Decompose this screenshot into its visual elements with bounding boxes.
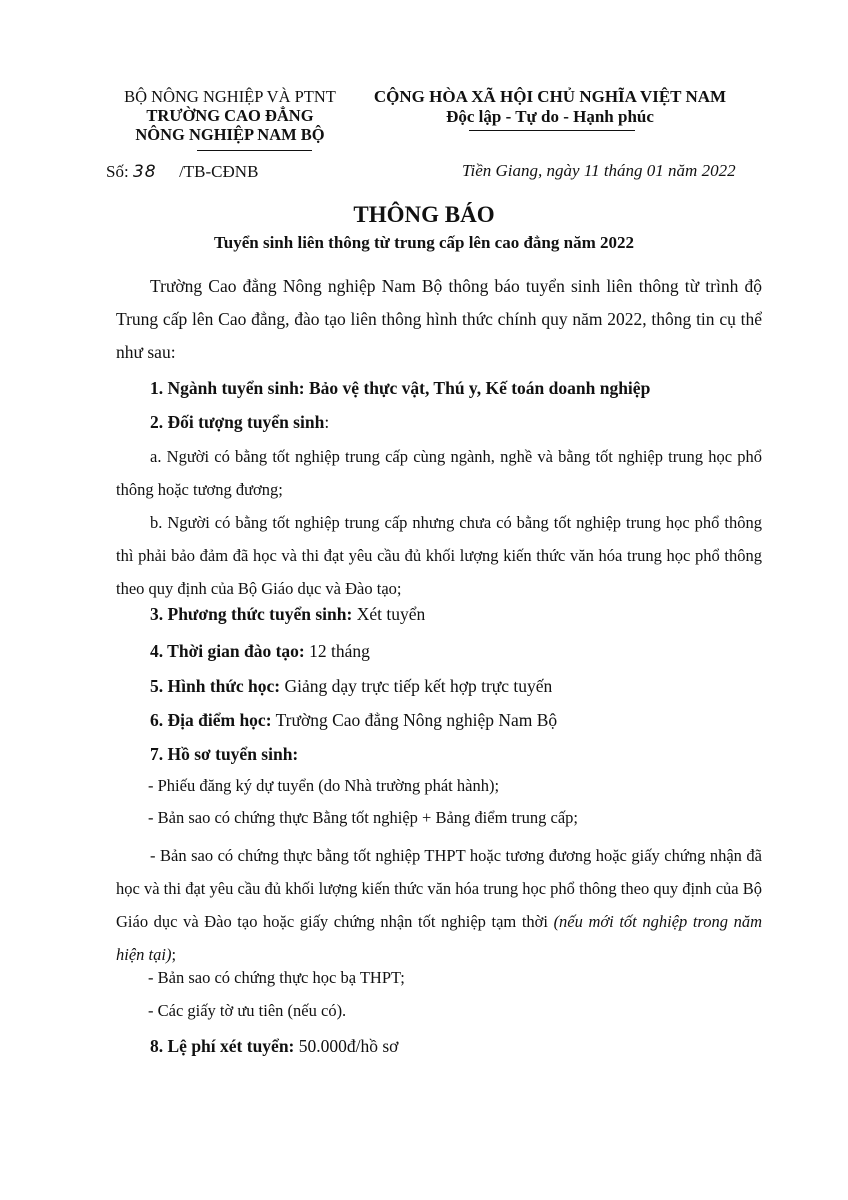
motto-underline	[469, 130, 635, 131]
intro-paragraph	[116, 270, 762, 369]
section-7-item-2: - Bản sao có chứng thực Bằng tốt nghiệp + Bảng điểm trung cấp;	[148, 808, 578, 827]
section-2b	[116, 506, 762, 605]
section-2-label: 2. Đối tượng tuyển sinh	[150, 412, 325, 432]
section-4	[150, 641, 370, 662]
national-motto: Độc lập - Tự do - Hạnh phúc	[446, 107, 654, 126]
national-header	[360, 87, 740, 127]
section-6	[150, 710, 557, 731]
section-2b-text: b. Người có bằng tốt nghiệp trung cấp nhưng chưa có bằng tốt nghiệp trung học phổ thông thì phải bảo đảm đã học và thi đạt yêu cầu đủ khối lượng kiến thức văn hóa trung học phổ thông theo quy định của Bộ Giáo dục và Đào tạo;	[116, 513, 762, 598]
section-2-heading	[150, 412, 329, 433]
section-2-colon: :	[324, 412, 330, 432]
ministry-name: BỘ NÔNG NGHIỆP VÀ PTNT	[124, 87, 336, 106]
section-4-label: 4. Thời gian đào tạo:	[150, 641, 305, 661]
section-7-item-5: - Các giấy tờ ưu tiên (nếu có).	[148, 1001, 347, 1020]
section-7-heading: 7. Hồ sơ tuyển sinh:	[150, 744, 299, 764]
section-6-value: Trường Cao đẳng Nông nghiệp Nam Bộ	[271, 710, 558, 730]
section-5-value: Giảng dạy trực tiếp kết hợp trực tuyến	[280, 676, 553, 696]
section-2a-text: a. Người có bằng tốt nghiệp trung cấp cùng ngành, nghề và bằng tốt nghiệp trung học phổ thông hoặc tương đương;	[116, 447, 762, 499]
section-7-item-3-italic: (nếu mới tốt nghiệp trong năm hiện tại)	[116, 912, 762, 964]
document-subtitle: Tuyển sinh liên thông từ trung cấp lên cao đẳng năm 2022	[213, 233, 635, 252]
place-date: Tiền Giang, ngày 11 tháng 01 năm 2022	[462, 161, 736, 180]
section-1-majors: 1. Ngành tuyển sinh: Bảo vệ thực vật, Thú y, Kế toán doanh nghiệp	[150, 378, 651, 398]
section-2a	[116, 440, 762, 506]
doc-number-prefix: Số:	[106, 162, 129, 181]
issuer-block	[80, 87, 380, 144]
country-name: CỘNG HÒA XÃ HỘI CHỦ NGHĨA VIỆT NAM	[373, 87, 727, 106]
section-4-value: 12 tháng	[304, 641, 370, 661]
section-6-label: 6. Địa điểm học:	[150, 710, 272, 730]
section-8-value: 50.000đ/hồ sơ	[294, 1036, 399, 1056]
section-5	[150, 676, 552, 697]
intro-text: Trường Cao đẳng Nông nghiệp Nam Bộ thông báo tuyển sinh liên thông từ trình độ Trung cấp lên Cao đẳng, đào tạo liên thông hình thức chính quy năm 2022, thông tin cụ thể như sau:	[116, 276, 762, 362]
issuer-underline	[197, 150, 312, 151]
section-8	[150, 1036, 398, 1057]
document-number	[106, 162, 258, 182]
section-5-label: 5. Hình thức học:	[150, 676, 281, 696]
section-3	[150, 604, 425, 625]
document-title: THÔNG BÁO	[353, 202, 495, 227]
section-7-item-3-text: - Bản sao có chứng thực bằng tốt nghiệp THPT hoặc tương đương hoặc giấy chứng nhận đã học và thi đạt yêu cầu đủ khối lượng kiến thức văn hóa trung học phổ thông theo quy định của Bộ Giáo dục và Đào tạo hoặc giấy chứng nhận tốt nghiệp tạm thời	[116, 846, 762, 931]
section-3-label: 3. Phương thức tuyển sinh:	[150, 604, 353, 624]
section-8-label: 8. Lệ phí xét tuyển:	[150, 1036, 295, 1056]
section-7-item-3-end: ;	[171, 945, 177, 964]
school-name-line2: NÔNG NGHIỆP NAM BỘ	[135, 125, 325, 144]
doc-number-suffix: /TB-CĐNB	[179, 162, 259, 181]
doc-number-handwritten: 38	[132, 162, 157, 182]
section-7-item-3	[116, 839, 762, 971]
school-name-line1: TRƯỜNG CAO ĐẲNG	[146, 106, 314, 125]
section-7-item-1: - Phiếu đăng ký dự tuyển (do Nhà trường phát hành);	[148, 776, 500, 795]
section-7-item-4: - Bản sao có chứng thực học bạ THPT;	[148, 968, 405, 987]
section-3-value: Xét tuyển	[352, 604, 426, 624]
